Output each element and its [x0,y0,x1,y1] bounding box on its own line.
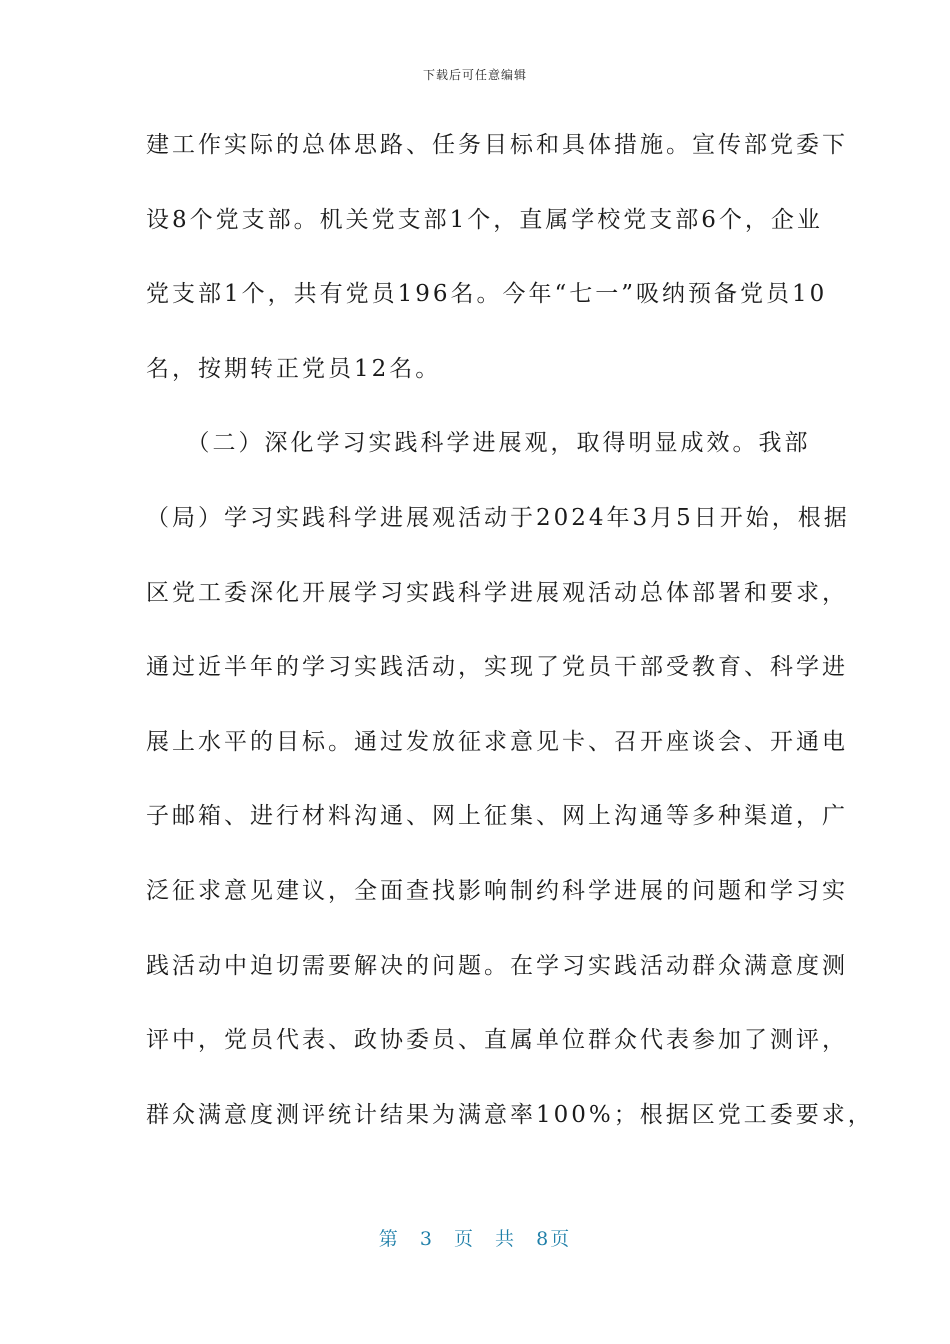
body-line: 评中，党员代表、政协委员、直属单位群众代表参加了测评， [146,1027,848,1054]
body-line: 区党工委深化开展学习实践科学进展观活动总体部署和要求， [146,579,848,606]
body-line: 设8个党支部。机关党支部1个，直属学校党支部6个，企业 [146,206,823,233]
body-line: 党支部1个，共有党员196名。今年“七一”吸纳预备党员10 [146,281,828,308]
body-line: 名，按期转正党员12名。 [146,355,442,382]
body-line: 泛征求意见建议，全面查找影响制约科学进展的问题和学习实 [146,877,848,904]
body-line: 建工作实际的总体思路、任务目标和具体措施。宣传部党委下 [146,132,848,158]
page-footer [0,1224,950,1251]
body-line: （二）深化学习实践科学进展观，取得明显成效。我部 [146,430,811,457]
footer-current-page: 3 [419,1228,434,1250]
footer-prefix: 第 [378,1228,400,1250]
body-line: 践活动中迫切需要解决的问题。在学习实践活动群众满意度测 [146,952,848,979]
document-body [146,120,874,1164]
footer-total-pages: 8页 [536,1228,572,1250]
footer-total-word: 共 [495,1228,517,1250]
body-line: 通过近半年的学习实践活动，实现了党员干部受教育、科学进 [146,654,848,681]
body-line: （局）学习实践科学进展观活动于2024年3月5日开始，根据 [146,504,850,531]
page-header: 下载后可任意编辑 [422,68,527,82]
body-line: 子邮箱、进行材料沟通、网上征集、网上沟通等多种渠道，广 [146,803,848,830]
body-line: 展上水平的目标。通过发放征求意见卡、召开座谈会、开通电 [146,728,848,755]
footer-page-word: 页 [453,1228,475,1250]
body-line: 群众满意度测评统计结果为满意率100%；根据区党工委要求， [146,1101,874,1128]
